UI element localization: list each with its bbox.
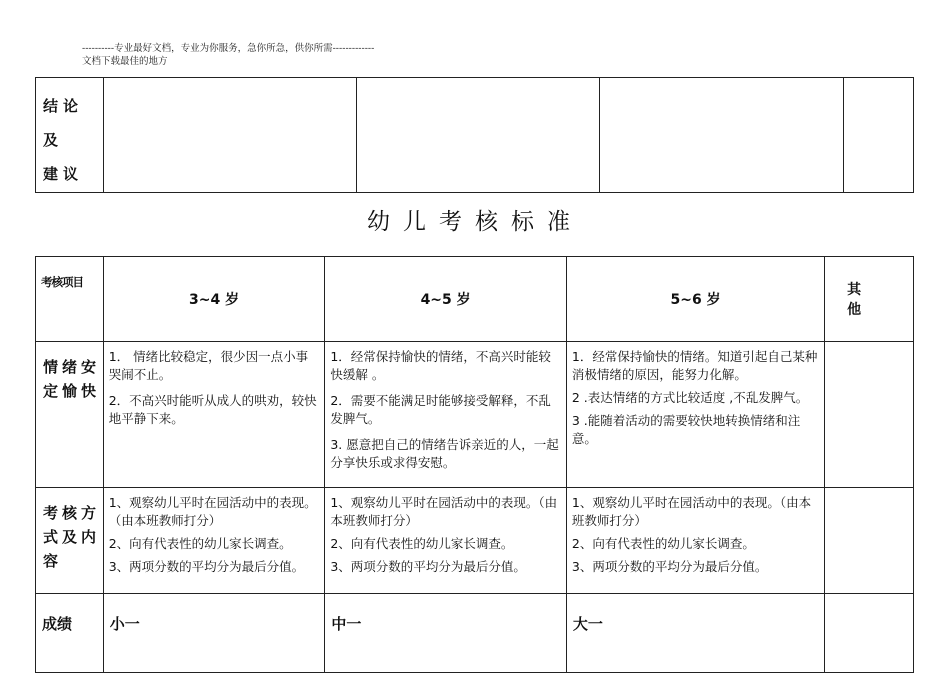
- method-col-3: [566, 488, 824, 594]
- list-item: 1．经常保持愉快的情绪。知道引起自己某种消极情绪的原因，能努力化解。: [571, 349, 818, 382]
- list-item: 1、观察幼儿平时在园活动中的表现。（由本班教师打分）: [330, 495, 558, 528]
- table-row-score: [36, 594, 914, 673]
- table-row-emotion: [36, 342, 914, 488]
- conclusion-cell-2: [357, 78, 600, 193]
- emotion-other: [825, 342, 914, 488]
- conclusion-label-2: 建议: [43, 165, 84, 183]
- score-col-1: [103, 594, 325, 673]
- list-item: 1、观察幼儿平时在园活动中的表现。（由本班教师打分）: [571, 495, 812, 528]
- method-label-3: 容: [43, 552, 63, 570]
- method-col-2: [325, 488, 567, 594]
- score-other: [825, 594, 914, 673]
- list-item: 1．经常保持愉快的情绪，不高兴时能较快缓解 。: [330, 349, 551, 382]
- header-other: 其 他: [825, 257, 914, 342]
- score-value-3: 大一: [572, 615, 603, 633]
- emotion-label-cell: [36, 342, 104, 488]
- list-item: 1． 情绪比较稳定，很少因一点小事哭闹不止。: [108, 349, 309, 382]
- assessment-table: [35, 256, 914, 673]
- list-item: 2、向有代表性的幼儿家长调查。: [108, 536, 292, 551]
- method-label-1: 考核方: [43, 504, 101, 522]
- list-item: 2．不高兴时能听从成人的哄劝，较快地平静下来。: [108, 393, 317, 426]
- method-col-1: [103, 488, 325, 594]
- score-col-2: [325, 594, 567, 673]
- score-label-cell: [36, 594, 104, 673]
- header-age-4-5: 4~5 岁: [325, 257, 567, 342]
- table-row-method: [36, 488, 914, 594]
- score-col-3: [566, 594, 824, 673]
- table-header-row: [36, 257, 914, 342]
- conclusion-table: [35, 77, 914, 193]
- emotion-col-1: [103, 342, 325, 488]
- emotion-col-3: [566, 342, 824, 488]
- header-age-5-6: 5~6 岁: [566, 257, 824, 342]
- list-item: 1、观察幼儿平时在园活动中的表现。（由本班教师打分）: [108, 495, 317, 528]
- list-item: 2 .表达情绪的方式比较适度 ,不乱发脾气。: [571, 390, 809, 405]
- conclusion-cell-1: [104, 78, 357, 193]
- list-item: 3. 愿意把自己的情绪告诉亲近的人，一起分享快乐或求得安慰。: [330, 437, 559, 470]
- header-line-1: ----------专业最好文档，专业为你服务，急你所急，供你所需-------------: [82, 43, 375, 54]
- conclusion-label-1: 结论及: [43, 97, 84, 149]
- conclusion-label-cell: [36, 78, 104, 193]
- emotion-col-2: [325, 342, 567, 488]
- method-label-2: 式及内: [43, 528, 101, 546]
- score-value-2: 中一: [331, 615, 362, 633]
- conclusion-cell-4: [843, 78, 913, 193]
- page-title: 幼儿考核标准: [367, 209, 583, 235]
- method-label-cell: [36, 488, 104, 594]
- list-item: 2．需要不能满足时能够接受解释，不乱发脾气。: [330, 393, 551, 426]
- list-item: 2、向有代表性的幼儿家长调查。: [571, 536, 755, 551]
- list-item: 3 .能随着活动的需要较快地转换情绪和注意。: [571, 413, 801, 446]
- list-item: 3、两项分数的平均分为最后分值。: [108, 559, 305, 574]
- score-label: 成绩: [42, 615, 73, 633]
- header-age-3-4: 3~4 岁: [103, 257, 325, 342]
- conclusion-cell-3: [600, 78, 844, 193]
- emotion-label-2: 定愉快: [43, 382, 101, 400]
- list-item: 3、两项分数的平均分为最后分值。: [330, 559, 526, 574]
- score-value-1: 小一: [109, 615, 140, 633]
- method-other: [825, 488, 914, 594]
- list-item: 3、两项分数的平均分为最后分值。: [571, 559, 768, 574]
- header-item: 考核项目: [36, 257, 104, 342]
- emotion-label-1: 情绪安: [43, 358, 101, 376]
- list-item: 2、向有代表性的幼儿家长调查。: [330, 536, 514, 551]
- page-header: [82, 42, 374, 68]
- header-line-2: 文档下载最佳的地方: [82, 56, 168, 67]
